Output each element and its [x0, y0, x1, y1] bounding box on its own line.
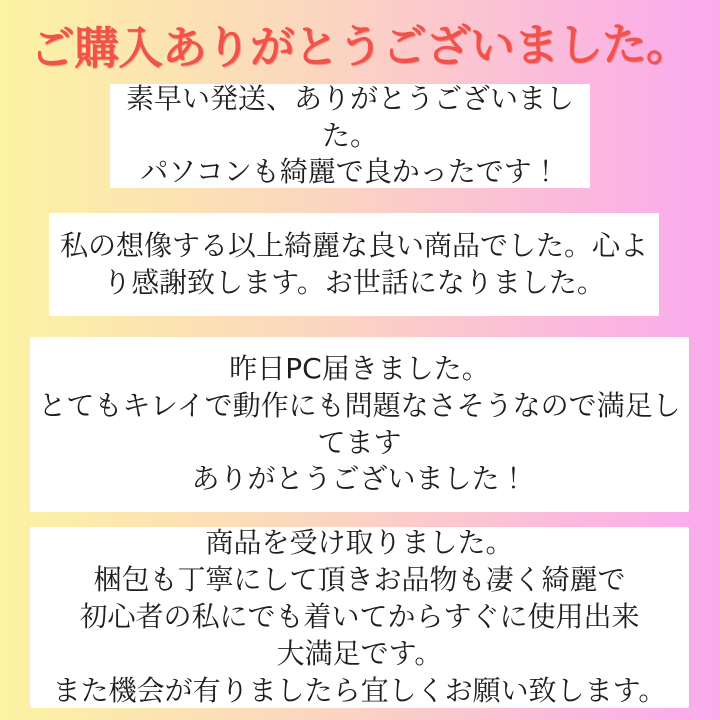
review-card: [30, 527, 689, 708]
review-line: 梱包も丁寧にして頂きお品物も凄く綺麗で: [93, 563, 626, 597]
review-line: 私の想像する以上綺麗な良い商品でした。心より感謝致します。お世話になりました。: [59, 228, 648, 299]
review-line: 商品を受け取りました。: [205, 526, 514, 560]
review-line: 素早い発送、ありがとうございました。: [125, 81, 574, 152]
review-line: 初心者の私にでも着いてからすぐに使用出来: [79, 600, 640, 634]
review-line: とてもキレイで動作にも問題なさそうなので満足してます: [38, 388, 681, 459]
review-card: [30, 337, 689, 512]
review-line: 昨日PC届きました。: [229, 351, 490, 385]
review-line: また機会が有りましたら宜しくお願い致します。: [52, 673, 667, 707]
review-card: [49, 213, 659, 316]
review-line: パソコンも綺麗で良かったです！: [140, 155, 560, 189]
review-line: 大満足です。: [276, 636, 443, 670]
page-title: ご購入ありがとうございました。: [29, 17, 691, 76]
review-line: ありがとうございました！: [191, 462, 528, 496]
review-card: [110, 81, 590, 189]
